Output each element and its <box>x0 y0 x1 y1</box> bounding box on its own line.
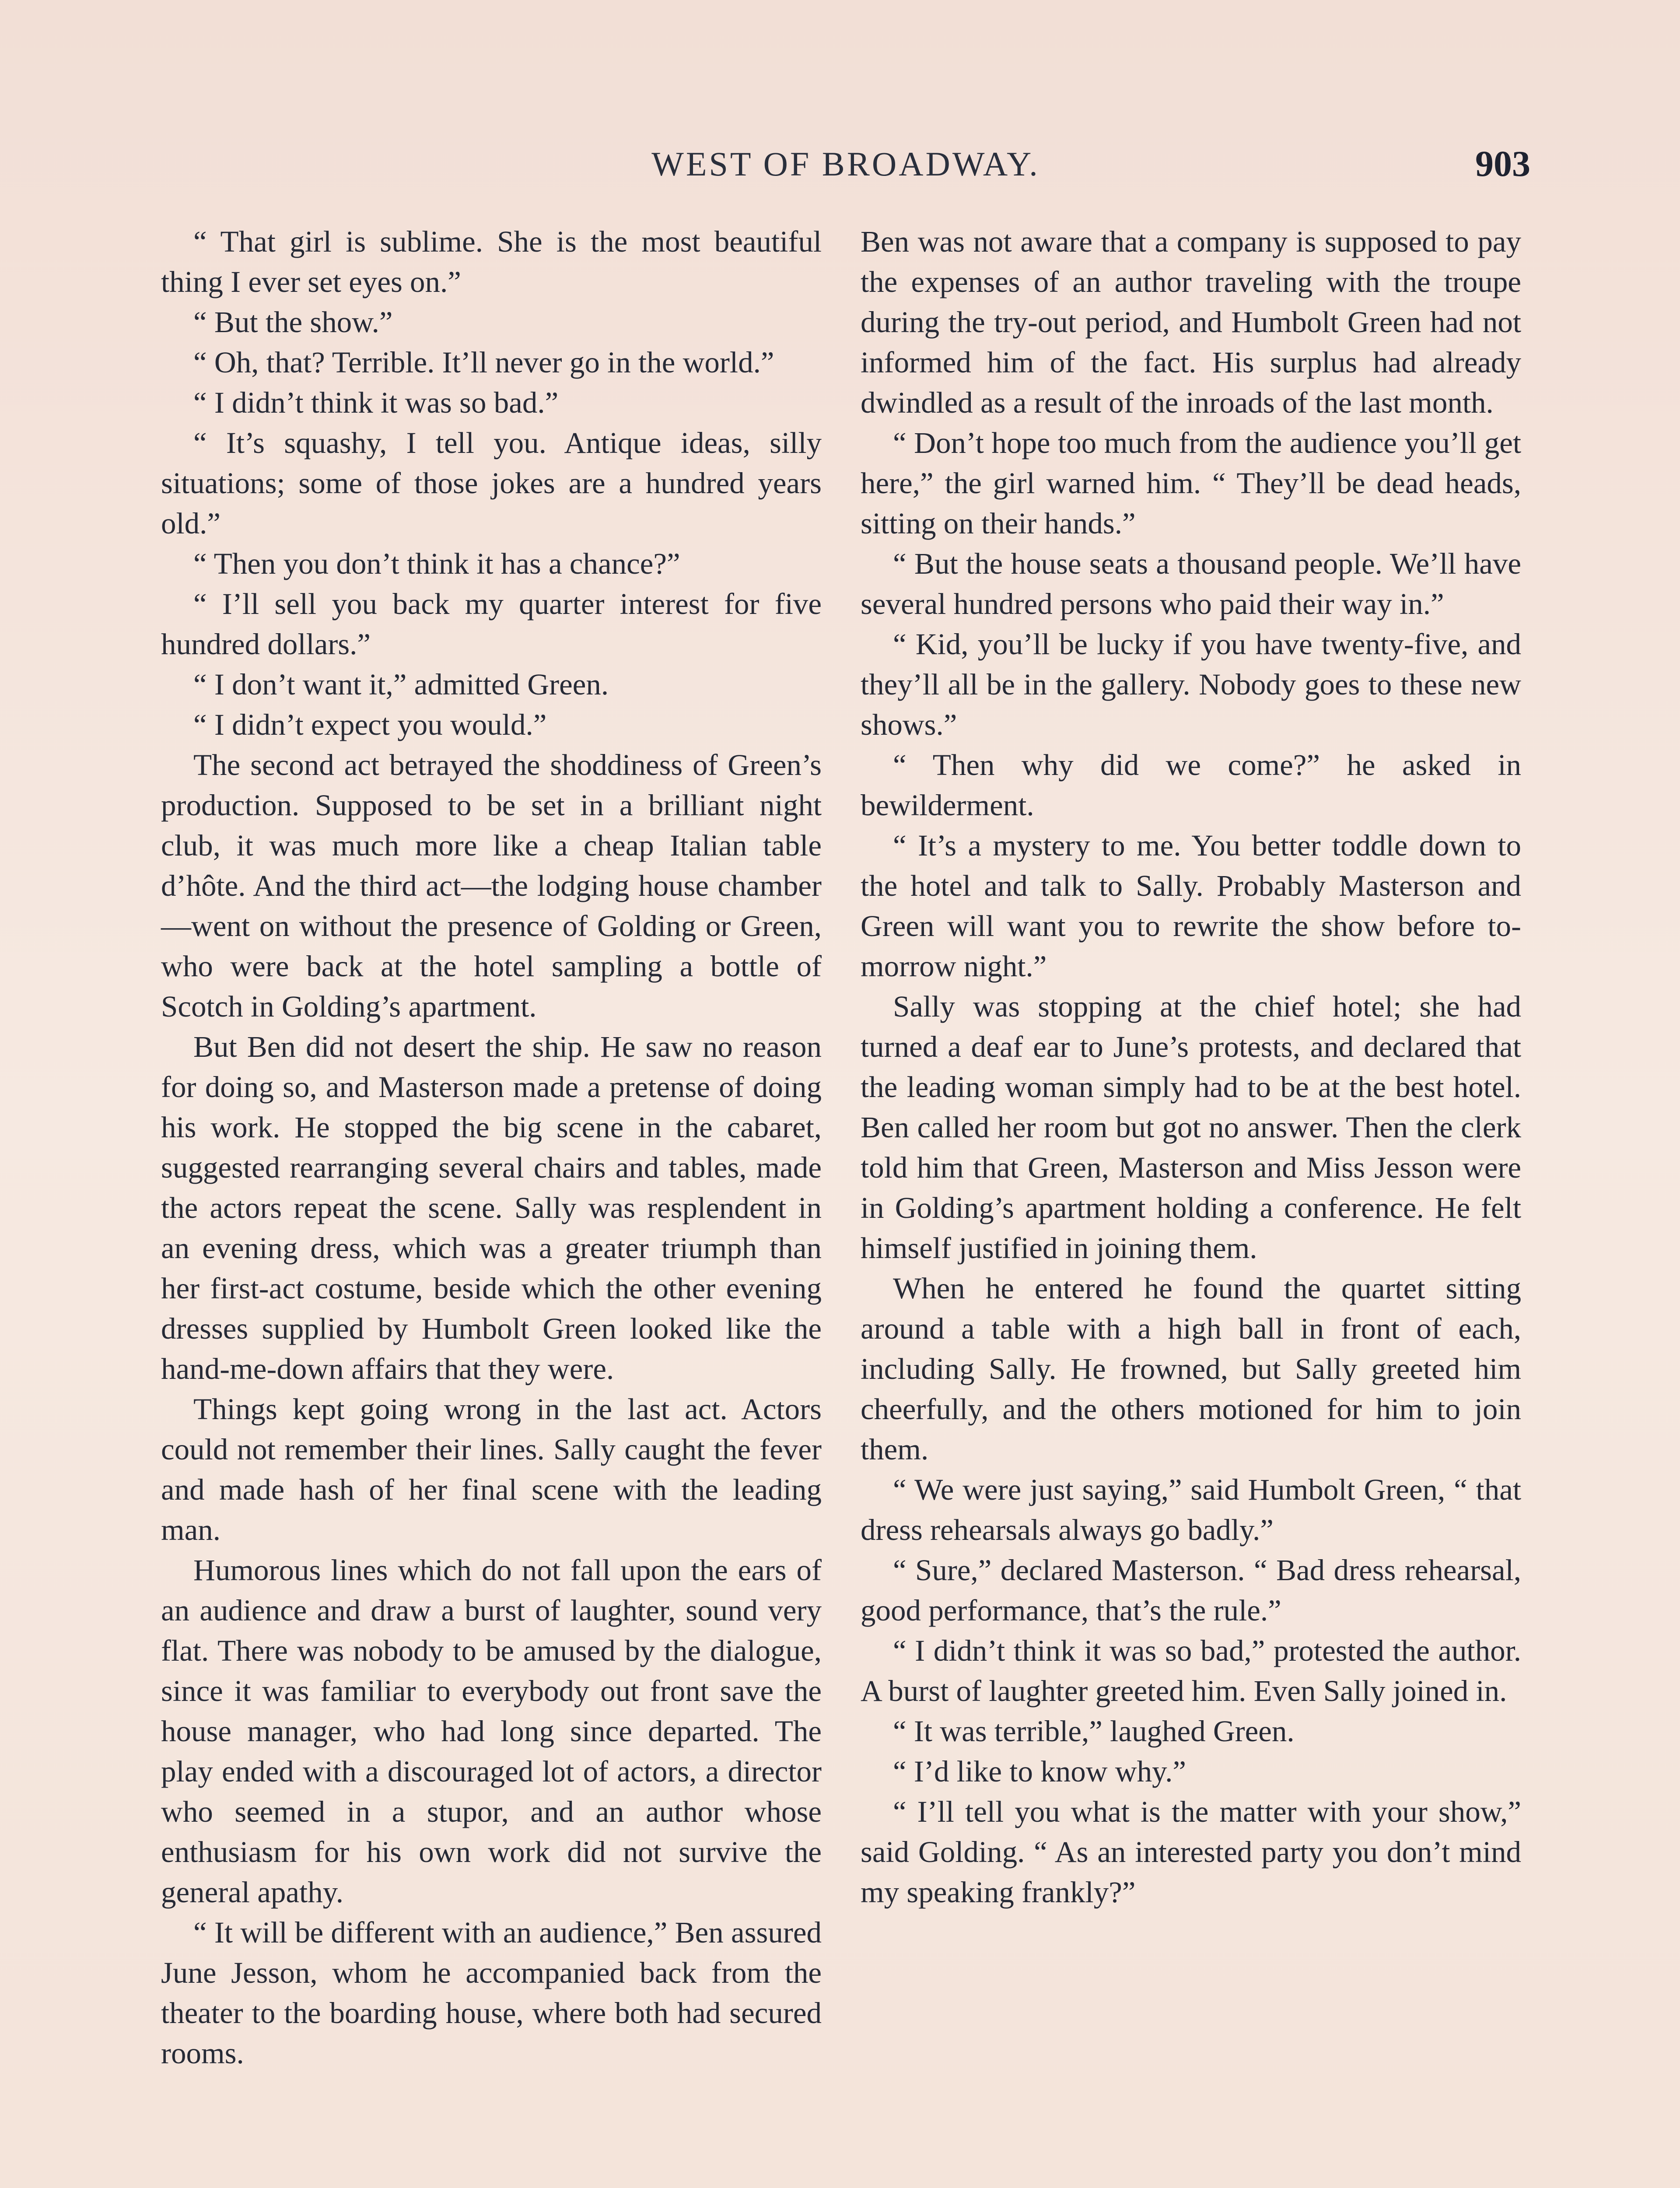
paragraph: But Ben did not desert the ship. He saw no reason for doing so, and Masterson made a pretense of doing his work. He stopped the big scene in the cabaret, suggested rearranging several chairs and tables, made the actors repeat the scene. Sally was resplendent in an evening dress, which was a greater triumph than her first-act costume, beside which the other evening dresses supplied by Humbolt Green looked like the hand-me-down affairs that they were. <box>161 1030 822 1385</box>
paragraph: “ I’ll sell you back my quarter interest for five hundred dollars.” <box>161 587 822 661</box>
right-column <box>861 221 1521 1912</box>
paragraph: “ But the show.” <box>193 305 393 339</box>
paragraph: When he entered he found the quartet sitting around a table with a high ball in front of each, including Sally. He frowned, but Sally greeted him cheerfully, and the others motioned for him to join them. <box>861 1272 1521 1466</box>
paragraph: “ That girl is sublime. She is the most beautiful thing I ever set eyes on.” <box>161 225 822 298</box>
paragraph: “ Don’t hope too much from the audience you’ll get here,” the girl warned him. “ They’ll be dead heads, sitting on their hands.” <box>861 426 1521 540</box>
paragraph: “ I don’t want it,” admitted Green. <box>193 668 609 701</box>
paragraph: “ Sure,” declared Masterson. “ Bad dress rehearsal, good performance, that’s the rule.” <box>861 1553 1521 1627</box>
paragraph: Sally was stopping at the chief hotel; she had turned a deaf ear to June’s protests, and declared that the leading woman simply had to be at the best hotel. Ben called her room but got no answer. Then the clerk told him that Green, Masterson and Miss Jesson were in Golding’s apartment holding a conference. He felt himself justified in joining them. <box>861 990 1521 1265</box>
page-header <box>161 144 1530 197</box>
paragraph: “ I didn’t think it was so bad.” <box>193 386 559 419</box>
paragraph: “ Kid, you’ll be lucky if you have twenty-five, and they’ll all be in the gallery. Nobody goes to these new shows.” <box>861 628 1521 741</box>
paragraph: “ Then why did we come?” he asked in bewilderment. <box>861 748 1521 822</box>
paragraph: “ It will be different with an audience,” Ben assured June Jesson, whom he accompanied back from the theater to the boarding house, where both had secured rooms. <box>161 1916 822 2070</box>
paragraph: “ Oh, that? Terrible. It’ll never go in the world.” <box>193 346 774 379</box>
paragraph: Things kept going wrong in the last act. Actors could not remember their lines. Sally caught the fever and made hash of her final scene with the leading man. <box>161 1392 822 1546</box>
paragraph: “ We were just saying,” said Humbolt Green, “ that dress rehearsals always go badly.” <box>861 1473 1521 1546</box>
paragraph: “ I didn’t think it was so bad,” protested the author. A burst of laughter greeted him. Even Sally joined in. <box>861 1634 1521 1708</box>
left-column <box>161 221 822 2073</box>
paragraph: Humorous lines which do not fall upon the ears of an audience and draw a burst of laughter, sound very flat. There was nobody to be amused by the dialogue, since it was familiar to everybody out front save the house manager, who had long since departed. The play ended with a discouraged lot of actors, a director who seemed in a stupor, and an author whose enthusiasm for his own work did not survive the general apathy. <box>161 1553 822 1909</box>
paragraph: “ It’s a mystery to me. You better toddle down to the hotel and talk to Sally. Probably Masterson and Green will want you to rewrite the show before to-morrow night.” <box>861 829 1521 983</box>
paragraph: “ But the house seats a thousand people. We’ll have several hundred persons who paid their way in.” <box>861 547 1521 621</box>
paragraph: “ It’s squashy, I tell you. Antique ideas, silly situations; some of those jokes are a hundred years old.” <box>161 426 822 540</box>
paragraph: “ I’d like to know why.” <box>893 1755 1186 1788</box>
paragraph: “ I’ll tell you what is the matter with your show,” said Golding. “ As an interested party you don’t mind my speaking frankly?” <box>861 1795 1521 1909</box>
paragraph: The second act betrayed the shoddiness of Green’s production. Supposed to be set in a brilliant night club, it was much more like a cheap Italian table d’hôte. And the third act—the lodging house chamber—went on without the presence of Golding or Green, who were back at the hotel sampling a bottle of Scotch in Golding’s apartment. <box>161 748 822 1023</box>
running-head: WEST OF BROADWAY. <box>651 145 1040 183</box>
continued-paragraph: Ben was not aware that a company is supposed to pay the expenses of an author traveling with the troupe during the try-out period, and Humbolt Green had not informed him of the fact. His surplus had already dwindled as a result of the inroads of the last month. <box>861 225 1521 419</box>
paragraph: “ Then you don’t think it has a chance?” <box>193 547 680 580</box>
paragraph: “ I didn’t expect you would.” <box>193 708 547 741</box>
paragraph: “ It was terrible,” laughed Green. <box>893 1715 1295 1748</box>
page-number: 903 <box>1475 144 1530 184</box>
